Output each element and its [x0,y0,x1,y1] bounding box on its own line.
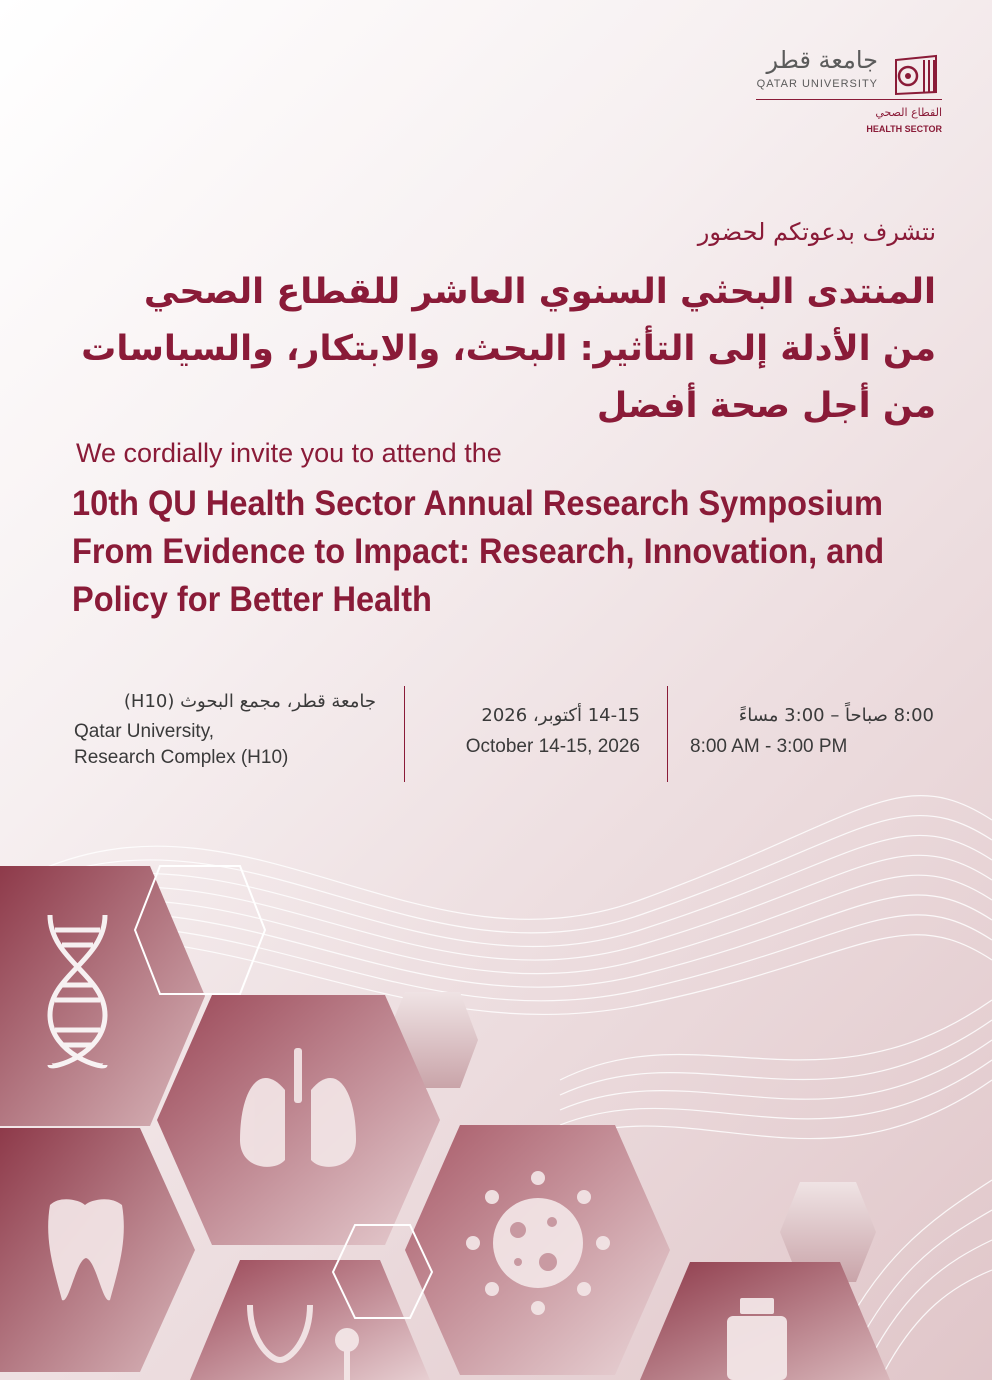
english-title-line-2: From Evidence to Impact: Research, Innovation, and [72,532,885,571]
time-arabic: 8:00 صباحاً – 3:00 مساءً [738,705,934,726]
date-arabic: 14-15 أكتوبر، 2026 [481,705,640,726]
arabic-title-line-2: من الأدلة إلى التأثير: البحث، والابتكار، والسياسات [81,329,936,369]
logo-sector-arabic: القطاع الصحي [875,106,942,119]
english-invitation-line: We cordially invite you to attend the [76,438,502,468]
english-event-title [72,480,885,624]
venue-english-line-2: Research Complex (H10) [74,747,289,768]
date-english: October 14-15, 2026 [465,736,640,757]
time-english: 8:00 AM - 3:00 PM [690,736,848,757]
logo-arabic-name: جامعة قطر [766,46,878,74]
venue-arabic: جامعة قطر، مجمع البحوث (H10) [123,691,376,712]
english-title-line-1: 10th QU Health Sector Annual Research Symposium [72,484,883,523]
logo-sector-english: HEALTH SECTOR [866,124,942,134]
arabic-title-line-1: المنتدى البحثي السنوي العاشر للقطاع الصحي [143,272,936,312]
hexagon-lungs [157,995,440,1245]
arabic-title-line-3: من أجل صحة أفضل [596,386,936,426]
venue-english-line-1: Qatar University, [74,721,215,742]
logo-english-name: QATAR UNIVERSITY [756,78,878,90]
english-title-line-3: Policy for Better Health [72,580,432,619]
details-divider-2 [667,686,668,782]
arabic-event-title [56,264,936,435]
details-divider-1 [404,686,405,782]
logo-divider [756,99,942,100]
arabic-invitation-line: نتشرف بدعوتكم لحضور [697,218,936,246]
qatar-university-emblem-icon [890,52,942,98]
